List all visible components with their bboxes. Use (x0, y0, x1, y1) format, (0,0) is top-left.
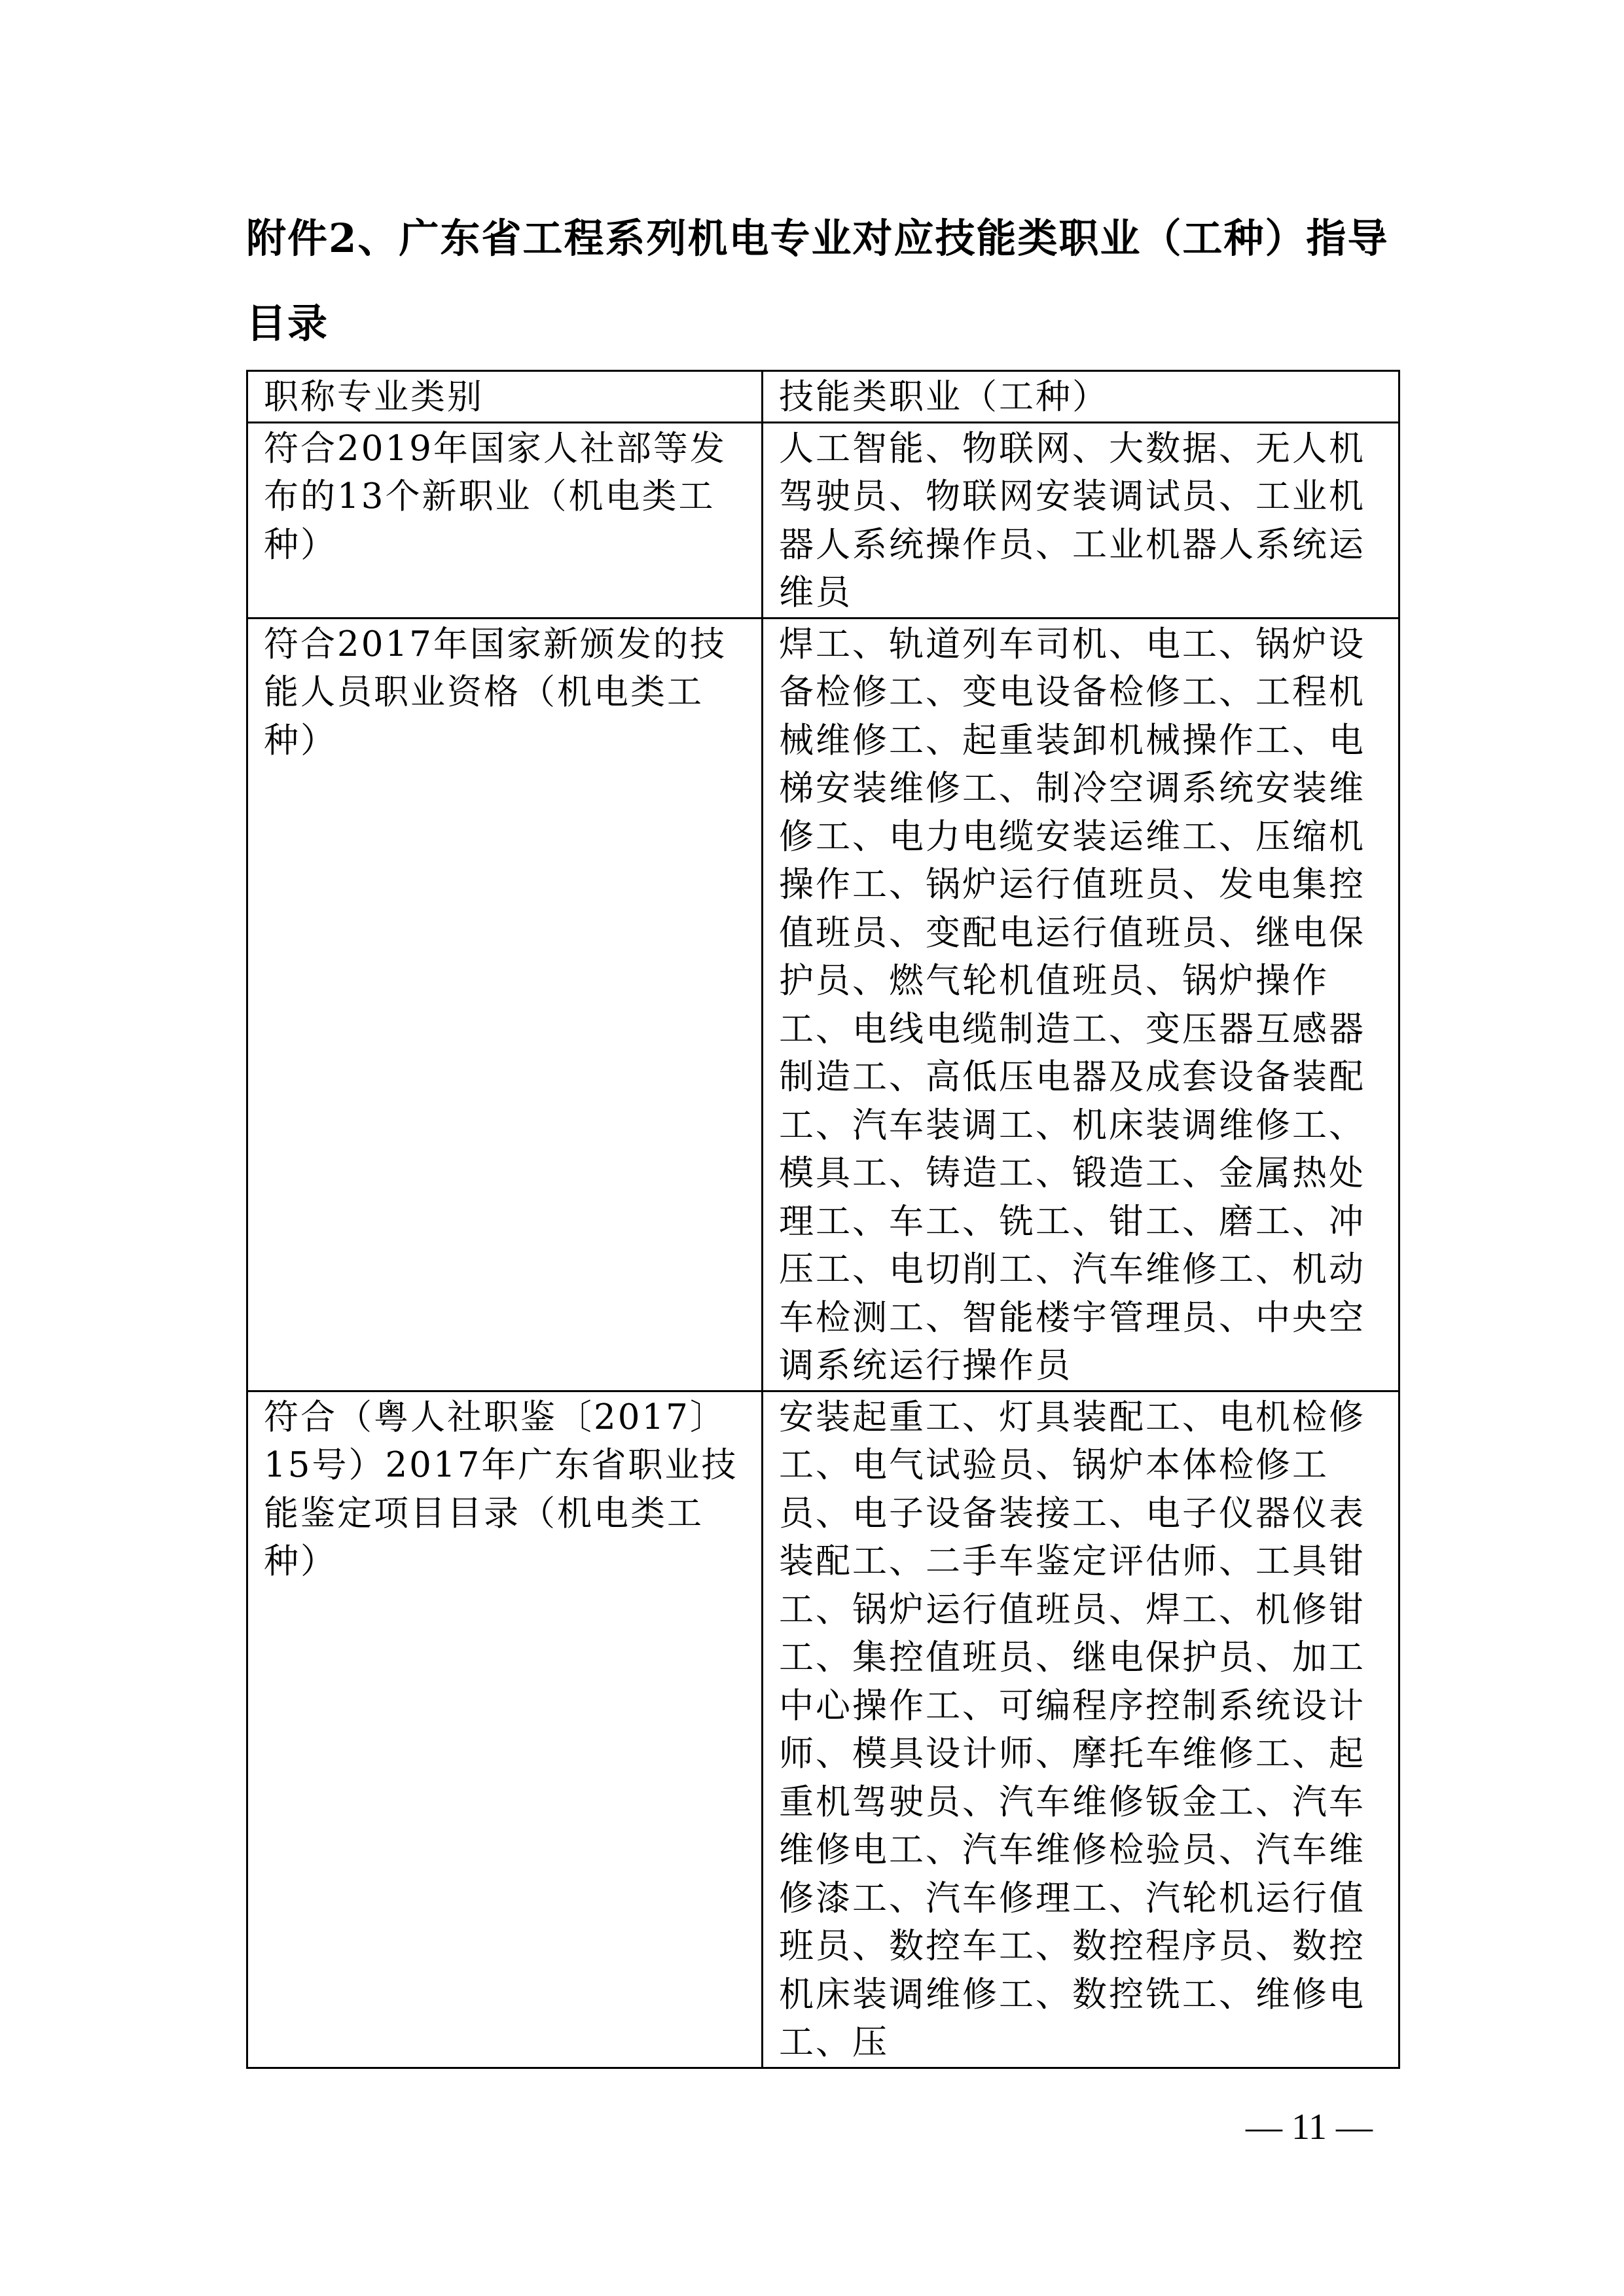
occupation-catalog-table (246, 370, 1400, 2069)
page-number: — 11 — (1246, 2107, 1373, 2147)
row-category: 符合2019年国家人社部等发布的13个新职业（机电类工种） (247, 422, 763, 618)
table-row (247, 618, 1399, 1391)
document-title: 附件2、广东省工程系列机电专业对应技能类职业（工种）指导目录 (246, 215, 1389, 347)
row-occupations: 焊工、轨道列车司机、电工、锅炉设备检修工、变电设备检修工、工程机械维修工、起重装卸机械操作工、电梯安装维修工、制冷空调系统安装维修工、电力电缆安装运维工、压缩机操作工、锅炉运行值班员、发电集控值班员、变配电运行值班员、继电保护员、燃气轮机值班员、锅炉操作工、电线电缆制造工、变压器互感器制造工、高低压电器及成套设备装配工、汽车装调工、机床装调维修工、模具工、铸造工、锻造工、金属热处理工、车工、铣工、钳工、磨工、冲压工、电切削工、汽车维修工、机动车检测工、智能楼宇管理员、中央空调系统运行操作员 (763, 618, 1399, 1391)
header-occupations: 技能类职业（工种） (763, 371, 1399, 423)
row-occupations: 安装起重工、灯具装配工、电机检修工、电气试验员、锅炉本体检修工员、电子设备装接工、电子仪器仪表装配工、二手车鉴定评估师、工具钳工、锅炉运行值班员、焊工、机修钳工、集控值班员、继电保护员、加工中心操作工、可编程序控制系统设计师、模具设计师、摩托车维修工、起重机驾驶员、汽车维修钣金工、汽车维修电工、汽车维修检验员、汽车维修漆工、汽车修理工、汽轮机运行值班员、数控车工、数控程序员、数控机床装调维修工、数控铣工、维修电工、压 (763, 1391, 1399, 2068)
header-category: 职称专业类别 (247, 371, 763, 423)
table-row (247, 1391, 1399, 2068)
table-header-row (247, 371, 1399, 423)
row-category: 符合2017年国家新颁发的技能人员职业资格（机电类工种） (247, 618, 763, 1391)
table-row (247, 422, 1399, 618)
row-category: 符合（粤人社职鉴〔2017〕15号）2017年广东省职业技能鉴定项目目录（机电类工种） (247, 1391, 763, 2068)
row-occupations: 人工智能、物联网、大数据、无人机驾驶员、物联网安装调试员、工业机器人系统操作员、工业机器人系统运维员 (763, 422, 1399, 618)
